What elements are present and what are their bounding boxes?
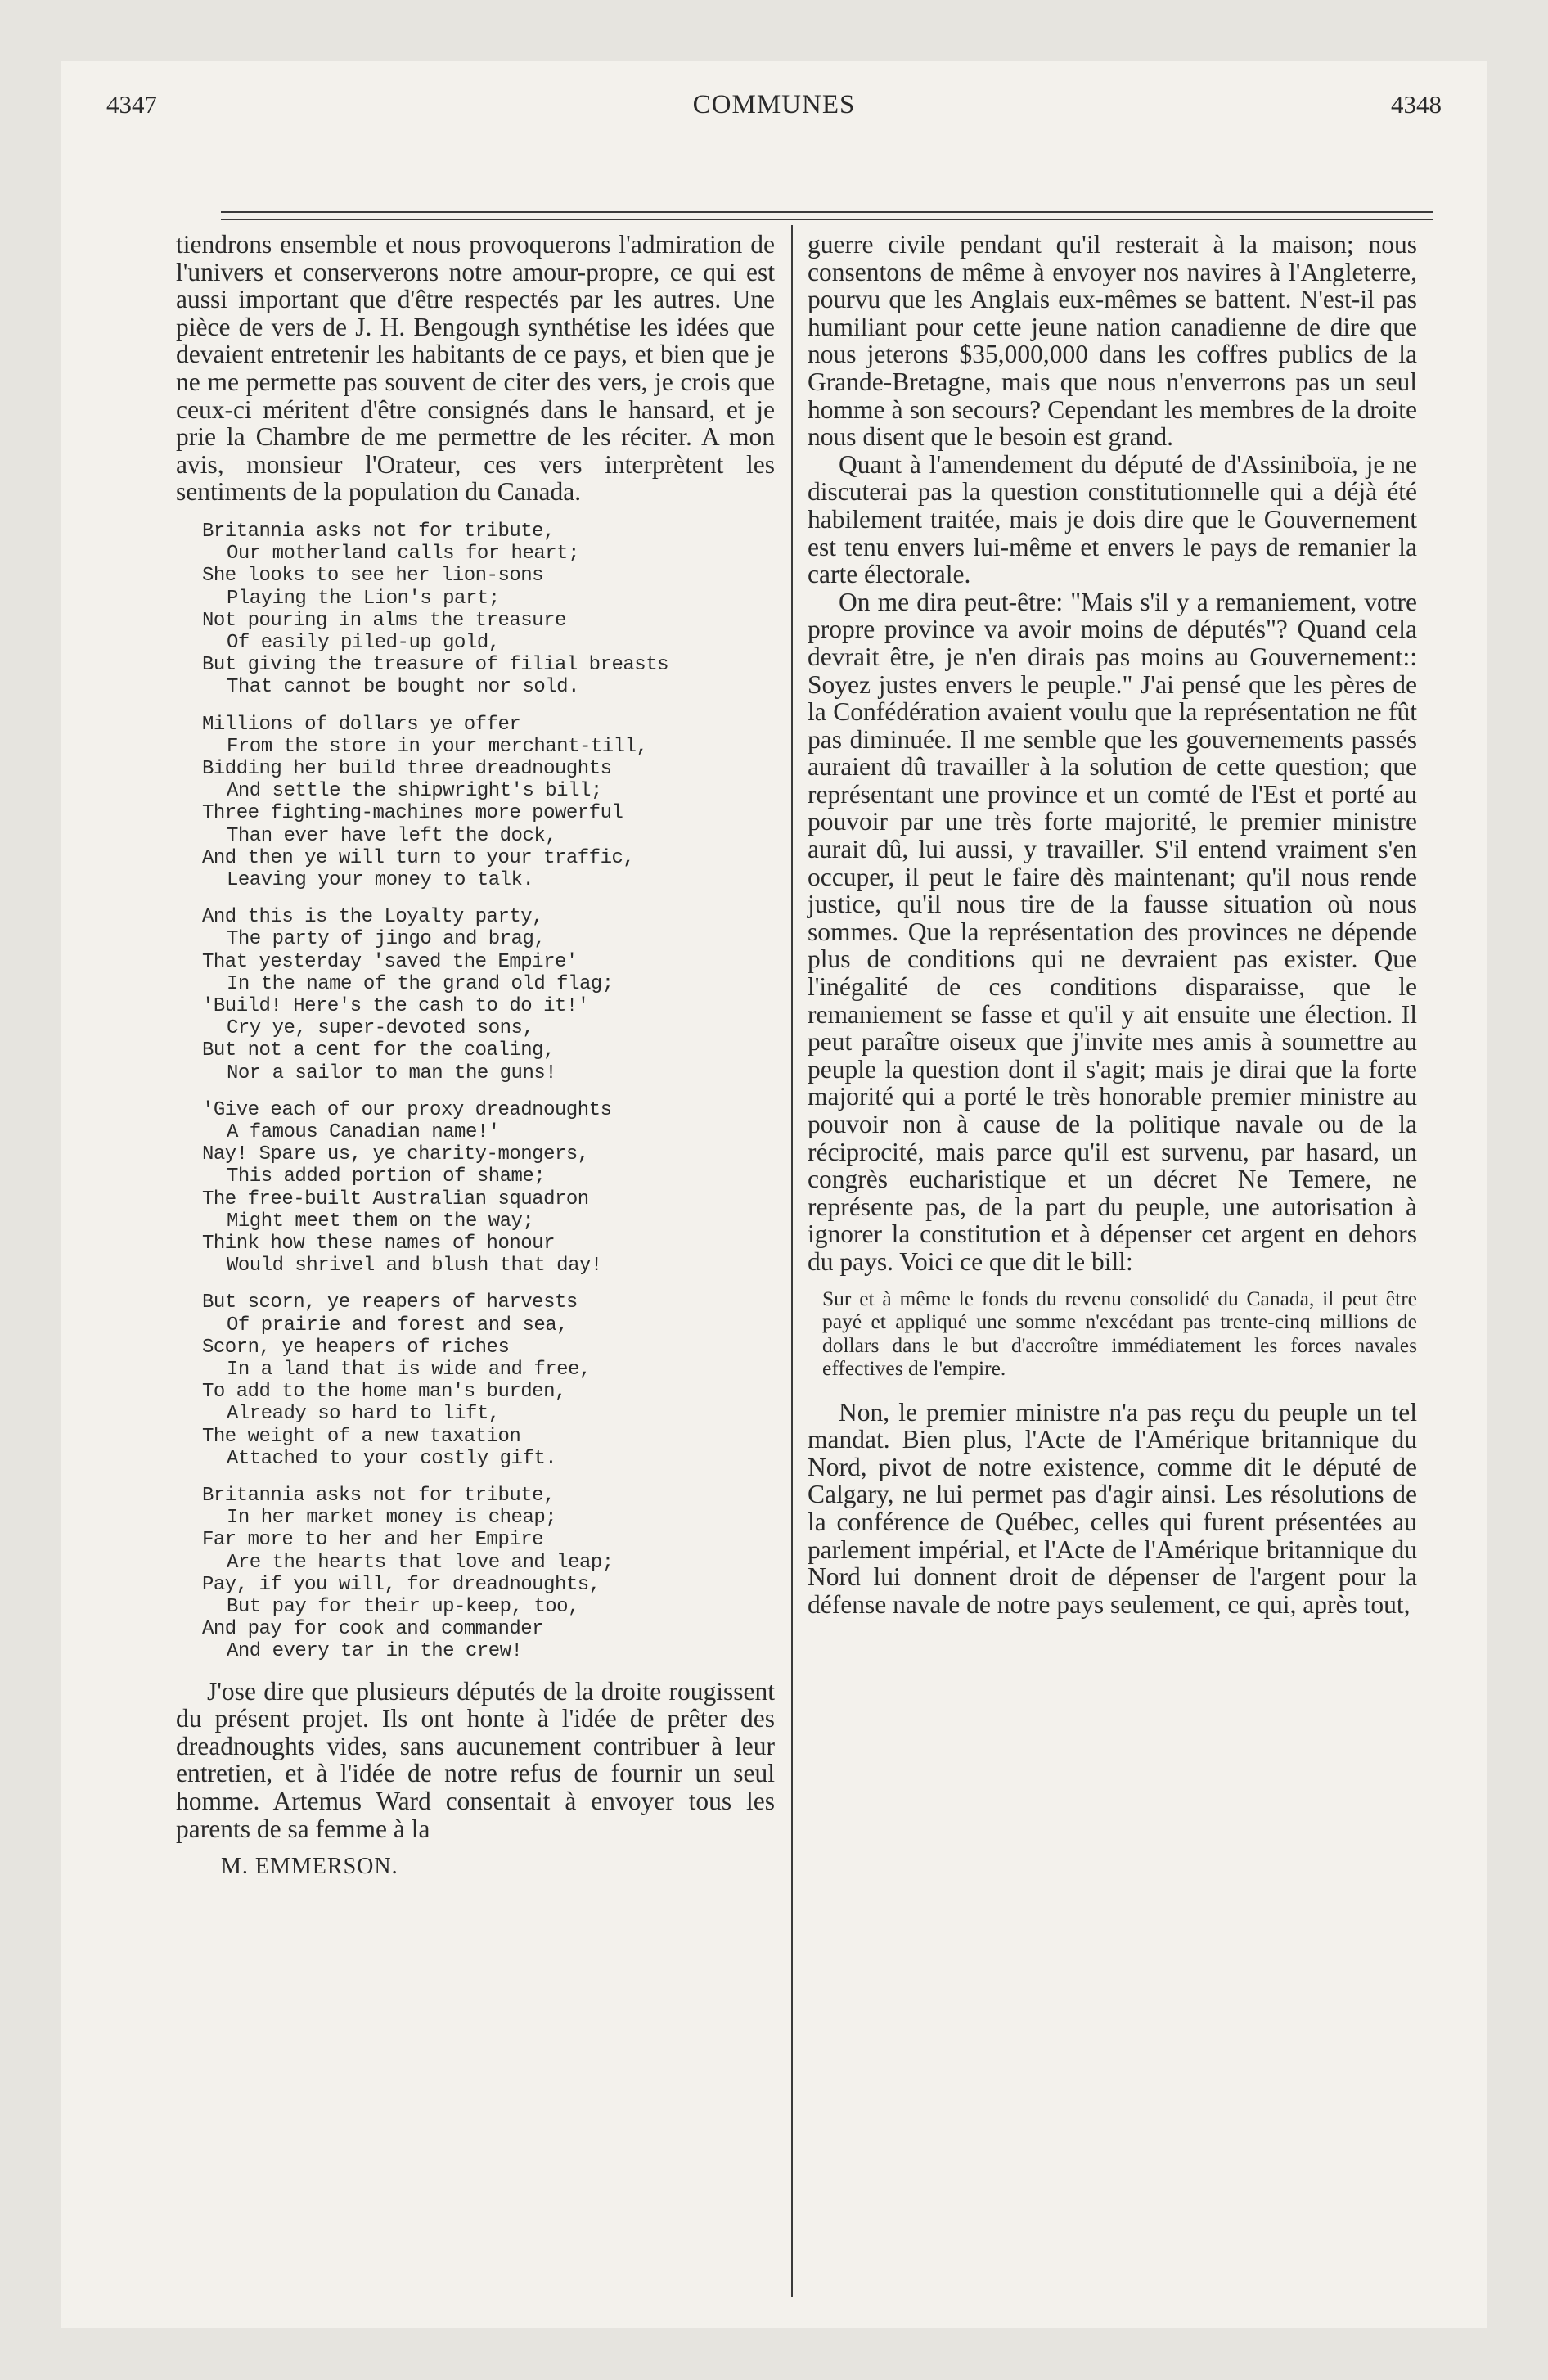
poem-line: 'Build! Here's the cash to do it!' <box>202 995 589 1017</box>
poem <box>202 521 775 1663</box>
poem-line: That cannot be bought nor sold. <box>227 676 579 699</box>
poem-stanza <box>202 906 775 1084</box>
right-paragraph-4: Non, le premier ministre n'a pas reçu du peuple un tel mandat. Bien plus, l'Acte de l'Amérique britannique du Nord, pivot de notre existence, comme dit le député de Calgary, ne lui permet pas d'agir ainsi. Les résolutions de la conférence de Québec, celles qui furent présentées au parlement impérial, et l'Acte de l'Amérique britannique du Nord lui donnent droit de dépenser de l'argent pour la défense navale de notre pays seulement, ce qui, après tout, <box>808 1397 1417 1619</box>
poem-line: Nor a sailor to man the guns! <box>227 1062 557 1084</box>
right-paragraph-1: guerre civile pendant qu'il resterait à la maison; nous consentons de même à envoyer nos navires à l'Angleterre, pourvu que les Anglais eux-mêmes se battent. N'est-il pas humiliant pour cette jeune nation canadienne de dire que nous jeterons $35,000,000 dans les coffres publics de la Grande-Bretagne, mais que nous n'enverrons pas un seul homme à son secours? Cependant les membres de la droite nous disent que le besoin est grand. <box>808 230 1417 452</box>
poem-line: The party of jingo and brag, <box>227 928 546 951</box>
header-rule-thin <box>221 219 1433 220</box>
poem-line: And pay for cook and commander <box>202 1618 544 1641</box>
poem-line: To add to the home man's burden, <box>202 1381 566 1404</box>
poem-line: Of easily piled-up gold, <box>227 631 500 654</box>
poem-line: Three fighting-machines more powerful <box>202 802 623 825</box>
poem-line: Not pouring in alms the treasure <box>202 609 566 632</box>
poem-line: Britannia asks not for tribute, <box>202 1485 555 1508</box>
poem-line: Attached to your costly gift. <box>227 1447 557 1470</box>
poem-line: And settle the shipwright's bill; <box>227 780 602 803</box>
poem-line: Think how these names of honour <box>202 1233 555 1255</box>
poem-line: And this is the Loyalty party, <box>202 906 544 929</box>
poem-line: A famous Canadian name!' <box>227 1121 500 1144</box>
poem-line: She looks to see her lion-sons <box>202 565 544 588</box>
poem-line: But scorn, ye reapers of harvests <box>202 1291 578 1314</box>
bill-quote: Sur et à même le fonds du revenu consolidé du Canada, il peut être payé et appliqué une somme n'excédant pas trente-cinq millions de dollars dans le but d'accroître immédiatement les forces navales effectives de l'empire. <box>822 1286 1417 1381</box>
poem-stanza <box>202 521 775 699</box>
speaker-name: M. EMMERSON. <box>221 1854 398 1880</box>
poem-line: But giving the treasure of filial breasts <box>202 654 668 677</box>
poem-line: That yesterday 'saved the Empire' <box>202 950 578 973</box>
poem-line: Britannia asks not for tribute, <box>202 520 555 543</box>
poem-line: 'Give each of our proxy dreadnoughts <box>202 1098 612 1121</box>
poem-line: Might meet them on the way; <box>227 1210 534 1233</box>
poem-line: Cry ye, super-devoted sons, <box>227 1017 534 1040</box>
poem-stanza <box>202 714 775 892</box>
poem-line: But not a cent for the coaling, <box>202 1039 555 1062</box>
poem-line: In her market money is cheap; <box>227 1507 557 1530</box>
poem-line: The weight of a new taxation <box>202 1425 521 1448</box>
poem-stanza <box>202 1291 775 1470</box>
poem-line: Bidding her build three dreadnoughts <box>202 757 612 780</box>
right-paragraph-2: Quant à l'amendement du député de d'Assiniboïa, je ne discuterai pas la question constitutionnelle qui a déjà été habilement traitée, mais je dois dire que le Gouvernement est tenu envers lui-même et envers le pays de remanier la carte électorale. <box>808 449 1417 589</box>
poem-line: Than ever have left the dock, <box>227 824 557 847</box>
poem-line: The free-built Australian squadron <box>202 1188 589 1210</box>
poem-line: Would shrivel and blush that day! <box>227 1255 602 1278</box>
poem-line: In the name of the grand old flag; <box>227 972 614 995</box>
poem-line: This added portion of shame; <box>227 1165 546 1188</box>
poem-line: Scorn, ye heapers of riches <box>202 1336 510 1359</box>
header-rule <box>221 211 1433 213</box>
poem-line: Playing the Lion's part; <box>227 587 500 610</box>
poem-line: From the store in your merchant-till, <box>227 735 648 758</box>
poem-line: And every tar in the crew! <box>227 1640 523 1663</box>
poem-line: Leaving your money to talk. <box>227 868 534 891</box>
intro-paragraph: tiendrons ensemble et nous provoquerons l'admiration de l'univers et conserverons notre amour-propre, ce qui est aussi important que d'être respectés par les autres. Une pièce de vers de J. H. Bengough synthétise les idées que devaient entretenir les habitants de ce pays, et bien que je ne me permette pas souvent de citer des vers, je crois que ceux-ci méritent d'être consignés dans le hansard, et je prie la Chambre de me permettre de les réciter. A mon avis, monsieur l'Orateur, ces vers interprètent les sentiments de la population du Canada. <box>176 230 775 507</box>
poem-line: Already so hard to lift, <box>227 1403 500 1426</box>
page-header <box>106 90 1442 139</box>
poem-line: Pay, if you will, for dreadnoughts, <box>202 1573 601 1596</box>
poem-stanza <box>202 1099 775 1278</box>
poem-stanza <box>202 1485 775 1663</box>
poem-line: Our motherland calls for heart; <box>227 543 579 566</box>
poem-line: Of prairie and forest and sea, <box>227 1314 569 1336</box>
right-column <box>808 231 1417 1618</box>
right-paragraph-3: On me dira peut-être: "Mais s'il y a remaniement, votre propre province va avoir moins de députés"? Quand cela devrait être, je n'en dirais pas moins au Gouvernement:: Soyez justes envers le peuple." J'ai pensé que les pères de la Confédération avaient voulu que la représentation ne fût pas diminuée. Il me semble que les gouvernements passés auraient dû travailler à la solution de cette question; que représentant une province et un comté de l'Est et porté au pouvoir par une très forte majorité, le premier ministre aurait dû, lui aussi, y travailler. S'il entend vraiment s'en occuper, il peut le faire dès maintenant; qu'il nous rende justice, qu'il nous tire de la fausse situation où nous sommes. Que la représentation des provinces ne dépende plus de conditions qui ne devraient pas exister. Que l'inégalité de ces conditions disparaisse, que le remaniement se fasse et qu'il y ait ensuite une élection. Il peut paraître oiseux que j'invite mes amis à soumettre au peuple la question dont il s'agit; mais je dirai que la forte majorité qui a porté le très honorable premier ministre au pouvoir non à cause de la politique navale ou de la réciprocité, mais parce qu'il est survenu, par hasard, un congrès eucharistique et un décret Ne Temere, ne représente pas, de la part du peuple, une autorisation à ignorer la constitution et à dépenser cet argent en dehors du pays. Voici ce que dit le bill: <box>808 587 1417 1276</box>
poem-line: Far more to her and her Empire <box>202 1529 544 1552</box>
poem-line: And then ye will turn to your traffic, <box>202 846 635 869</box>
left-column <box>176 231 775 1880</box>
column-divider <box>791 225 793 2297</box>
left-page-number: 4347 <box>106 90 157 119</box>
poem-line: Are the hearts that love and leap; <box>227 1551 614 1574</box>
after-poem-paragraph: J'ose dire que plusieurs députés de la droite rougissent du présent projet. Ils ont honte à l'idée de prêter des dreadnoughts vides, sans aucunement contribuer à leur entretien, et à l'idée de notre refus de fournir un seul homme. Artemus Ward consentait à envoyer tous les parents de sa femme à la <box>176 1676 775 1843</box>
poem-line: Millions of dollars ye offer <box>202 713 521 736</box>
running-title: COMMUNES <box>692 90 856 119</box>
poem-line: But pay for their up-keep, too, <box>227 1596 579 1619</box>
right-page-number: 4348 <box>1391 90 1442 119</box>
poem-line: Nay! Spare us, ye charity-mongers, <box>202 1143 589 1166</box>
poem-line: In a land that is wide and free, <box>227 1359 591 1382</box>
